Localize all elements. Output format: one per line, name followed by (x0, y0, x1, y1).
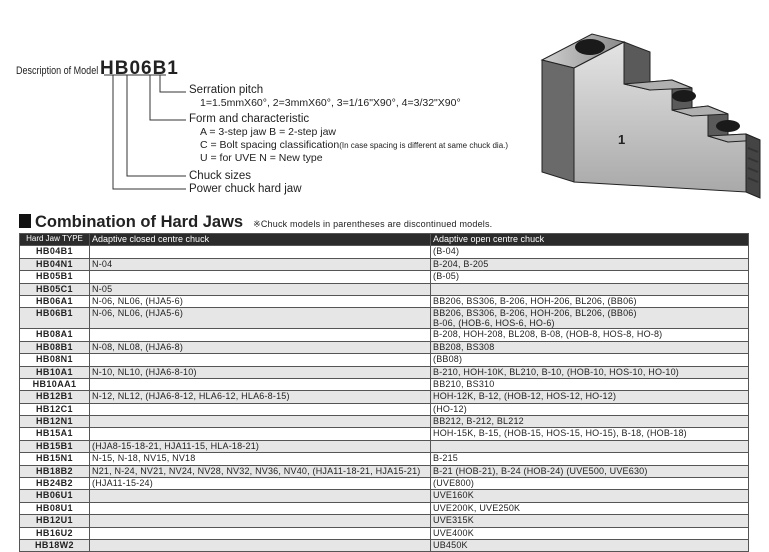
column-header-open-centre: Adaptive open centre chuck (431, 234, 749, 246)
closed-centre-cell (90, 403, 431, 415)
open-centre-cell: UVE200K, UVE250K (431, 502, 749, 514)
form-line-u-n: U = for UVE N = New type (200, 152, 323, 164)
section-note: ※Chuck models in parentheses are discontinued models. (253, 219, 493, 229)
form-line-c (200, 139, 508, 152)
open-centre-cell: HOH-15K, B-15, (HOB-15, HOS-15, HO-15), B-18, (HOB-18) (431, 428, 749, 440)
table-row (20, 428, 749, 440)
closed-centre-cell: N-04 (90, 258, 431, 270)
closed-centre-cell (90, 515, 431, 527)
closed-centre-cell (90, 428, 431, 440)
table-row (20, 527, 749, 539)
table-row (20, 465, 749, 477)
table-row (20, 440, 749, 452)
closed-centre-cell: (HJA8-15-18-21, HJA11-15, HLA-18-21) (90, 440, 431, 452)
open-centre-cell: BB208, BS308 (431, 341, 749, 353)
chuck-sizes-label: Chuck sizes (189, 170, 251, 182)
jaw-type-cell: HB06U1 (20, 490, 90, 502)
closed-centre-cell: N-06, NL06, (HJA5-6) (90, 295, 431, 307)
jaw-type-cell: HB12C1 (20, 403, 90, 415)
table-row (20, 539, 749, 551)
jaw-type-cell: HB15B1 (20, 440, 90, 452)
model-code: HB06B1 (100, 58, 179, 79)
table-body (20, 246, 749, 552)
jaw-number-label: 1 (618, 132, 626, 147)
table-row (20, 329, 749, 341)
closed-centre-cell (90, 539, 431, 551)
table-row (20, 403, 749, 415)
jaw-type-cell: HB18W2 (20, 539, 90, 551)
table-row (20, 453, 749, 465)
open-centre-cell: B-208, HOH-208, BL208, B-08, (HOB-8, HOS-8, HO-8) (431, 329, 749, 341)
table-row (20, 283, 749, 295)
form-line-c-note: (In case spacing is different at same chuck dia.) (339, 141, 509, 150)
jaw-type-cell: HB10AA1 (20, 378, 90, 390)
table-header-row (20, 234, 749, 246)
cell-line: B-06, (HOB-6, HOS-6, HO-6) (433, 318, 555, 329)
table-row (20, 366, 749, 378)
table-row (20, 295, 749, 307)
jaw-type-cell: HB08B1 (20, 341, 90, 353)
closed-centre-cell: N21, N-24, NV21, NV24, NV28, NV32, NV36, NV40, (HJA11-18-21, HJA15-21) (90, 465, 431, 477)
jaw-type-cell: HB08U1 (20, 502, 90, 514)
section-title (19, 213, 492, 232)
jaw-type-cell: HB10A1 (20, 366, 90, 378)
closed-centre-cell (90, 378, 431, 390)
closed-centre-cell (90, 354, 431, 366)
open-centre-cell: UVE400K (431, 527, 749, 539)
table-row (20, 416, 749, 428)
closed-centre-cell: N-12, NL12, (HJA6-8-12, HLA6-12, HLA6-8-15) (90, 391, 431, 403)
jaw-type-cell: HB16U2 (20, 527, 90, 539)
jaw-type-cell: HB04N1 (20, 258, 90, 270)
open-centre-cell: B-21 (HOB-21), B-24 (HOB-24) (UVE500, UVE630) (431, 465, 749, 477)
serration-pitch-title: Serration pitch (189, 84, 264, 96)
open-centre-cell (431, 283, 749, 295)
serration-pitch-values: 1=1.5mmX60°, 2=3mmX60°, 3=1/16"X90°, 4=3/32"X90° (200, 97, 461, 109)
closed-centre-cell (90, 490, 431, 502)
jaw-type-cell: HB05B1 (20, 271, 90, 283)
black-square-icon (19, 214, 31, 228)
table-row (20, 515, 749, 527)
table-row (20, 354, 749, 366)
jaw-type-cell: HB06A1 (20, 295, 90, 307)
table-row (20, 271, 749, 283)
jaw-type-cell: HB04B1 (20, 246, 90, 258)
form-line-a-b: A = 3-step jaw B = 2-step jaw (200, 126, 336, 138)
open-centre-cell: UB450K (431, 539, 749, 551)
section-title-text: Combination of Hard Jaws (35, 213, 244, 231)
closed-centre-cell: N-05 (90, 283, 431, 295)
jaw-type-cell: HB18B2 (20, 465, 90, 477)
jaw-type-cell: HB06B1 (20, 308, 90, 329)
open-centre-cell: UVE160K (431, 490, 749, 502)
open-centre-cell: B-215 (431, 453, 749, 465)
open-centre-cell: HOH-12K, B-12, (HOB-12, HOS-12, HO-12) (431, 391, 749, 403)
closed-centre-cell (90, 246, 431, 258)
closed-centre-cell: N-08, NL08, (HJA6-8) (90, 341, 431, 353)
closed-centre-cell (90, 527, 431, 539)
closed-centre-cell (90, 271, 431, 283)
jaw-type-cell: HB15A1 (20, 428, 90, 440)
description-label: Description of Model (16, 65, 99, 77)
table-row (20, 246, 749, 258)
form-line-c-text: C = Bolt spacing classification (200, 139, 340, 151)
closed-centre-cell: N-10, NL10, (HJA6-8-10) (90, 366, 431, 378)
table-row (20, 490, 749, 502)
open-centre-cell: (HO-12) (431, 403, 749, 415)
open-centre-cell (431, 440, 749, 452)
open-centre-cell: BB212, B-212, BL212 (431, 416, 749, 428)
cell-line: BB206, BS306, B-206, HOH-206, BL206, (BB06) (433, 308, 637, 319)
jaw-type-cell: HB12N1 (20, 416, 90, 428)
model-description (0, 0, 769, 205)
table-row (20, 341, 749, 353)
power-chuck-label: Power chuck hard jaw (189, 183, 302, 195)
jaw-type-cell: HB12U1 (20, 515, 90, 527)
open-centre-cell (431, 308, 749, 329)
open-centre-cell: (BB08) (431, 354, 749, 366)
table-row (20, 378, 749, 390)
closed-centre-cell (90, 329, 431, 341)
table-row (20, 391, 749, 403)
table-row (20, 308, 749, 329)
jaw-type-cell: HB05C1 (20, 283, 90, 295)
closed-centre-cell: N-15, N-18, NV15, NV18 (90, 453, 431, 465)
jaw-type-cell: HB08N1 (20, 354, 90, 366)
jaw-type-cell: HB08A1 (20, 329, 90, 341)
jaw-type-cell: HB15N1 (20, 453, 90, 465)
closed-centre-cell: (HJA11-15-24) (90, 478, 431, 490)
hard-jaw-combination-table (19, 233, 749, 552)
open-centre-cell: B-210, HOH-10K, BL210, B-10, (HOB-10, HOS-10, HO-10) (431, 366, 749, 378)
open-centre-cell: BB206, BS306, B-206, HOH-206, BL206, (BB06) (431, 295, 749, 307)
open-centre-cell: B-204, B-205 (431, 258, 749, 270)
closed-centre-cell: N-06, NL06, (HJA5-6) (90, 308, 431, 329)
open-centre-cell: BB210, BS310 (431, 378, 749, 390)
form-characteristic-title: Form and characteristic (189, 113, 310, 125)
table-row (20, 258, 749, 270)
column-header-closed-centre: Adaptive closed centre chuck (90, 234, 431, 246)
column-header-jaw-type: Hard Jaw TYPE (20, 234, 90, 246)
jaw-type-cell: HB12B1 (20, 391, 90, 403)
closed-centre-cell (90, 416, 431, 428)
open-centre-cell: (UVE800) (431, 478, 749, 490)
open-centre-cell: (B-04) (431, 246, 749, 258)
hard-jaw-photo (532, 22, 764, 212)
open-centre-cell: (B-05) (431, 271, 749, 283)
open-centre-cell: UVE315K (431, 515, 749, 527)
jaw-type-cell: HB24B2 (20, 478, 90, 490)
table-row (20, 478, 749, 490)
table-row (20, 502, 749, 514)
closed-centre-cell (90, 502, 431, 514)
